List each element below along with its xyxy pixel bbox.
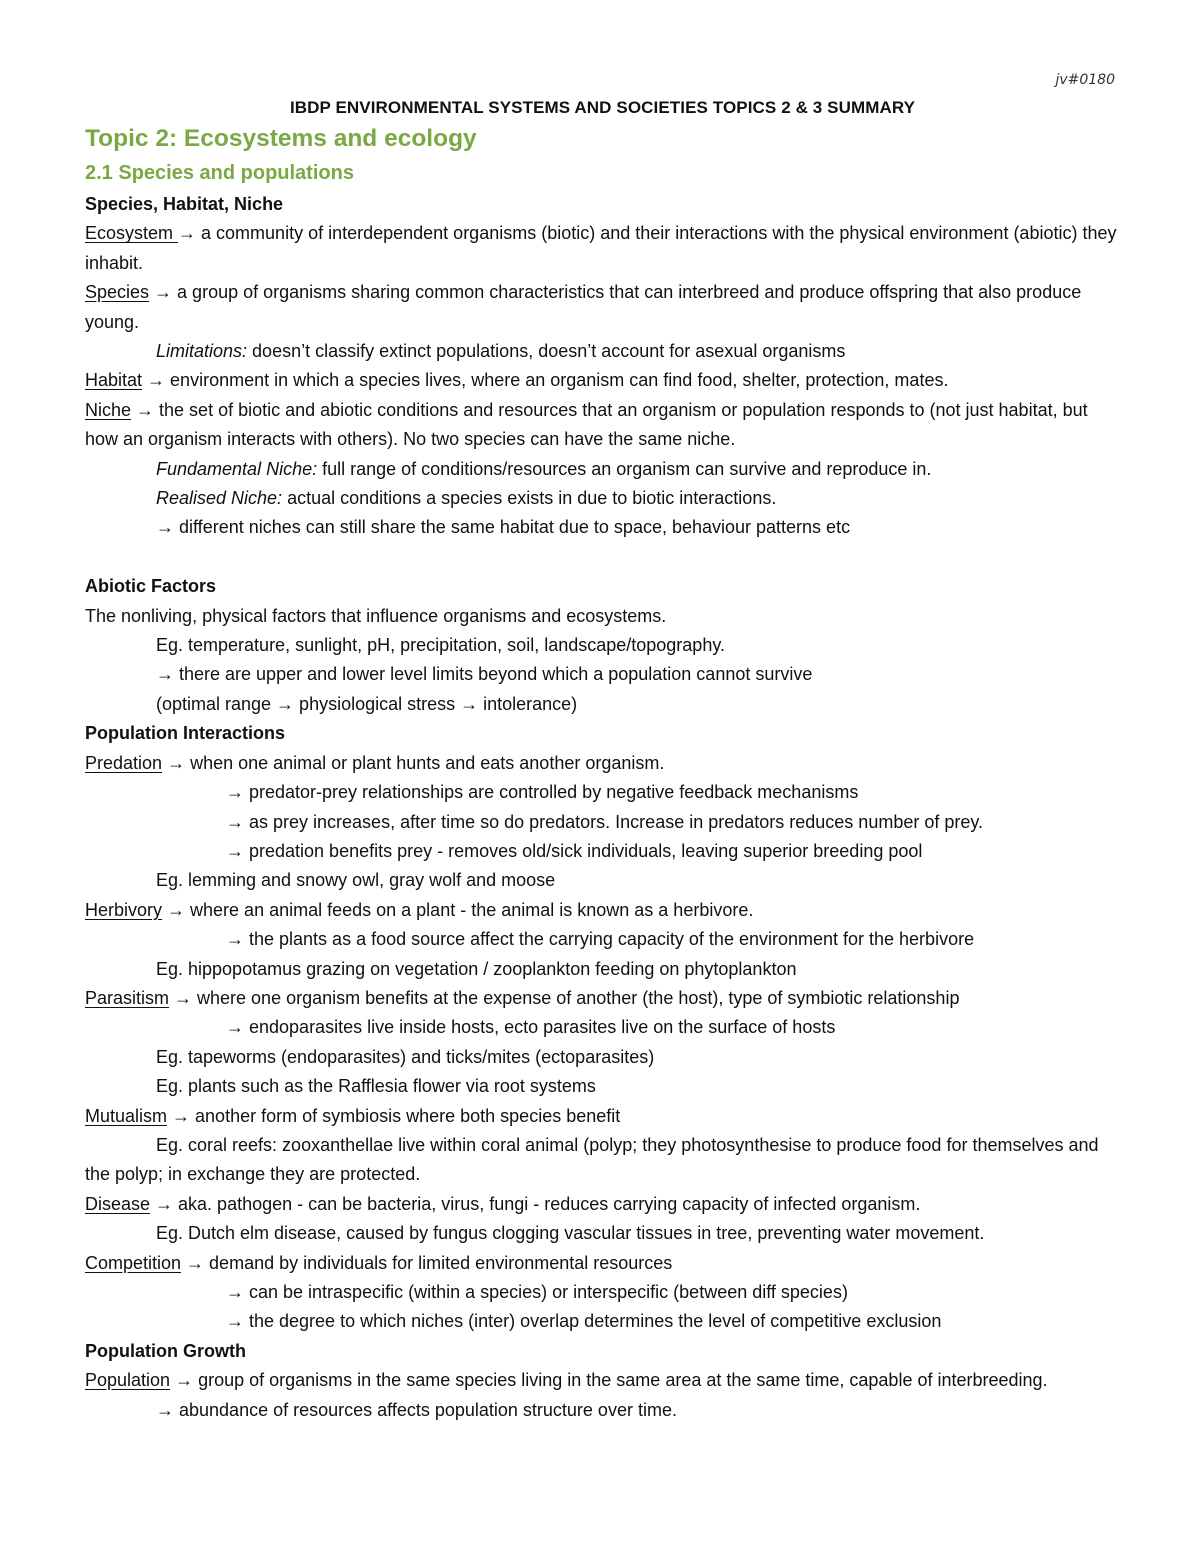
predation-note-3: → predation benefits prey - removes old/sick individuals, leaving superior breeding pool bbox=[226, 840, 923, 861]
competition-note-1: → can be intraspecific (within a species) or interspecific (between diff species) bbox=[226, 1282, 848, 1303]
growth-heading: Population Growth bbox=[85, 1340, 246, 1361]
limitations-label: Limitations: bbox=[156, 341, 248, 362]
realised-niche-note bbox=[85, 484, 1120, 513]
habitat-text: → environment in which a species lives, where an organism can find food, shelter, protection, mates. bbox=[142, 370, 949, 391]
realised-text: actual conditions a species exists in due to biotic interactions. bbox=[282, 488, 777, 509]
realised-label: Realised Niche: bbox=[156, 488, 283, 509]
parasitism-definition bbox=[85, 984, 1120, 1013]
species-term: Species bbox=[85, 282, 150, 303]
predation-example: Eg. lemming and snowy owl, gray wolf and moose bbox=[156, 870, 556, 891]
herbivory-note-1: → the plants as a food source affect the carrying capacity of the environment for the herbivore bbox=[226, 929, 975, 950]
ecosystem-definition bbox=[85, 219, 1120, 278]
document-title: IBDP ENVIRONMENTAL SYSTEMS AND SOCIETIES TOPICS 2 & 3 SUMMARY bbox=[289, 98, 916, 117]
parasitism-term: Parasitism bbox=[85, 987, 170, 1008]
herbivory-text: → where an animal feeds on a plant - the animal is known as a herbivore. bbox=[162, 899, 754, 920]
document-id: jv#0180 bbox=[1055, 72, 1115, 88]
habitat-term: Habitat bbox=[85, 370, 143, 391]
disease-term: Disease bbox=[85, 1193, 151, 1214]
abiotic-range-note: (optimal range → physiological stress → intolerance) bbox=[156, 693, 578, 714]
competition-text: → demand by individuals for limited environmental resources bbox=[181, 1252, 673, 1273]
competition-note-2: → the degree to which niches (inter) overlap determines the level of competitive exclusion bbox=[226, 1311, 942, 1332]
niche-definition bbox=[85, 396, 1120, 455]
shn-heading: Species, Habitat, Niche bbox=[85, 194, 284, 214]
parasitism-note-1: → endoparasites live inside hosts, ecto parasites live on the surface of hosts bbox=[226, 1017, 836, 1038]
abiotic-definition: The nonliving, physical factors that influence organisms and ecosystems. bbox=[85, 605, 667, 626]
abiotic-limits-note: → there are upper and lower level limits beyond which a population cannot survive bbox=[156, 664, 813, 685]
population-term: Population bbox=[85, 1370, 171, 1391]
predation-definition bbox=[85, 749, 1120, 778]
population-text: → group of organisms in the same species living in the same area at the same time, capable of interbreeding. bbox=[170, 1370, 1048, 1391]
mutualism-term: Mutualism bbox=[85, 1105, 168, 1126]
species-definition bbox=[85, 278, 1120, 337]
herbivory-definition bbox=[85, 896, 1120, 925]
parasitism-example-1: Eg. tapeworms (endoparasites) and ticks/mites (ectoparasites) bbox=[156, 1046, 655, 1067]
niche-term: Niche bbox=[85, 399, 132, 420]
herbivory-term: Herbivory bbox=[85, 899, 163, 920]
mutualism-text: → another form of symbiosis where both species benefit bbox=[167, 1105, 621, 1126]
limitations-text: doesn’t classify extinct populations, doesn’t account for asexual organisms bbox=[247, 341, 846, 362]
disease-example: Eg. Dutch elm disease, caused by fungus clogging vascular tissues in tree, preventing water movement. bbox=[156, 1223, 985, 1244]
limitations-note bbox=[85, 337, 1120, 366]
niche-text: → the set of biotic and abiotic conditions and resources that an organism or population responds to (not just habitat, but how an organism interacts with others). No two species can have the same niche. bbox=[85, 399, 1088, 450]
species-text: → a group of organisms sharing common characteristics that can interbreed and produce offspring that also produce young. bbox=[85, 282, 1082, 332]
population-note-1: → abundance of resources affects population structure over time. bbox=[156, 1399, 677, 1420]
topic-heading: Topic 2: Ecosystems and ecology bbox=[85, 125, 477, 152]
disease-text: → aka. pathogen - can be bacteria, virus, fungi - reduces carrying capacity of infected organism. bbox=[150, 1193, 921, 1214]
disease-definition bbox=[85, 1190, 1120, 1219]
fundamental-text: full range of conditions/resources an organism can survive and reproduce in. bbox=[317, 458, 932, 479]
mutualism-definition bbox=[85, 1102, 1120, 1131]
document-page bbox=[85, 60, 1120, 1425]
competition-term: Competition bbox=[85, 1252, 182, 1273]
fundamental-label: Fundamental Niche: bbox=[156, 458, 318, 479]
fundamental-niche-note bbox=[85, 455, 1120, 484]
section-heading: 2.1 Species and populations bbox=[85, 162, 354, 184]
predation-note-1: → predator-prey relationships are controlled by negative feedback mechanisms bbox=[226, 782, 859, 803]
population-definition bbox=[85, 1366, 1120, 1395]
predation-note-2: → as prey increases, after time so do predators. Increase in predators reduces number of prey. bbox=[226, 811, 984, 832]
mutualism-example: Eg. coral reefs: zooxanthellae live within coral animal (polyp; they photosynthesise to produce food for themselves and the polyp; in exchange they are protected. bbox=[85, 1134, 1099, 1185]
herbivory-example: Eg. hippopotamus grazing on vegetation / zooplankton feeding on phytoplankton bbox=[156, 958, 797, 979]
predation-text: → when one animal or plant hunts and eats another organism. bbox=[162, 752, 665, 773]
habitat-definition bbox=[85, 366, 1120, 395]
abiotic-heading: Abiotic Factors bbox=[85, 576, 217, 597]
predation-term: Predation bbox=[85, 752, 163, 773]
interactions-heading: Population Interactions bbox=[85, 723, 286, 744]
ecosystem-text: → a community of interdependent organisms (biotic) and their interactions with the physical environment (abiotic) they inhabit. bbox=[85, 223, 1117, 273]
parasitism-example-2: Eg. plants such as the Rafflesia flower via root systems bbox=[156, 1076, 596, 1097]
ecosystem-term: Ecosystem bbox=[85, 223, 179, 244]
parasitism-text: → where one organism benefits at the expense of another (the host), type of symbiotic relationship bbox=[169, 987, 960, 1008]
blank-line bbox=[85, 543, 1120, 572]
niche-note: → different niches can still share the same habitat due to space, behaviour patterns etc bbox=[156, 517, 851, 538]
abiotic-example: Eg. temperature, sunlight, pH, precipitation, soil, landscape/topography. bbox=[156, 635, 725, 656]
competition-definition bbox=[85, 1249, 1120, 1278]
